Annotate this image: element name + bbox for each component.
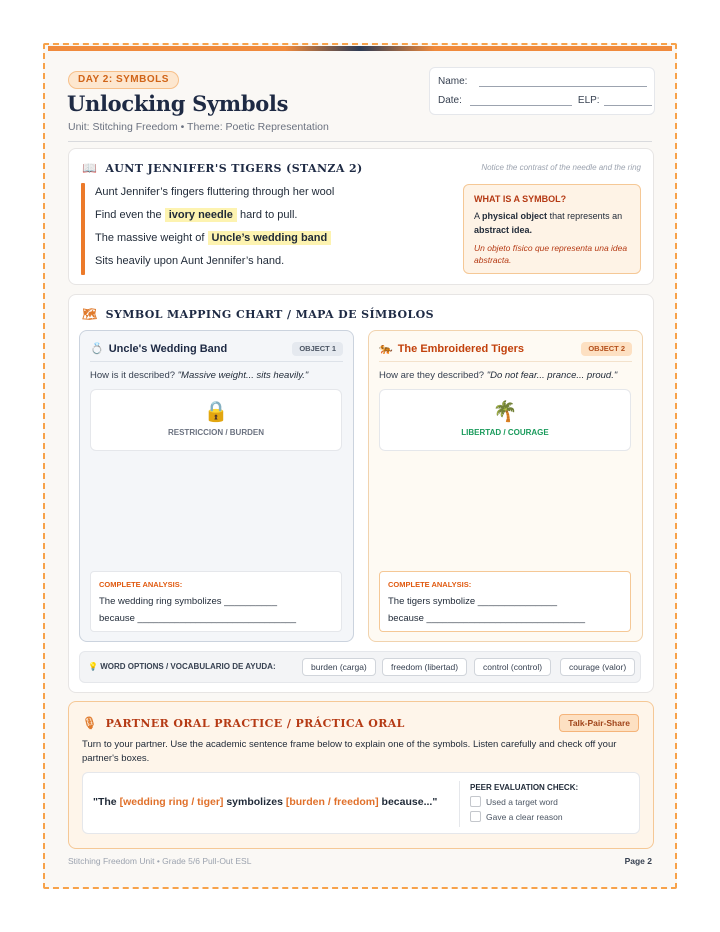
- poem-line-3: [95, 232, 331, 244]
- mapping-section-title: SYMBOL MAPPING CHART / MAPA DE SÍMBOLOS: [105, 307, 434, 321]
- poem-section-title: AUNT JENNIFER'S TIGERS (STANZA 2): [105, 161, 363, 175]
- microphone-icon: 🎙: [82, 716, 98, 730]
- page-title: Unlocking Symbols: [67, 91, 289, 116]
- definition-bold-2: abstract idea.: [474, 225, 533, 235]
- word-chip-control[interactable]: control (control): [474, 658, 551, 676]
- elp-label: ELP:: [577, 95, 600, 106]
- checkbox-clear-reason[interactable]: [470, 811, 481, 822]
- definition-part-1: A: [474, 211, 480, 221]
- page-subtitle: Unit: Stitching Freedom • Theme: Poetic Representation: [68, 121, 329, 133]
- frame-end: because...": [381, 796, 438, 808]
- object-2-title: The Embroidered Tigers: [397, 342, 525, 355]
- lightbulb-icon: 💡: [88, 662, 98, 671]
- word-chip-courage[interactable]: courage (valor): [560, 658, 635, 676]
- symbol-mapping-card: [68, 294, 654, 693]
- palm-tree-icon: 🌴: [492, 401, 518, 423]
- frame-option-1: [wedding ring / tiger]: [119, 796, 224, 808]
- poem-line-4: Sits heavily upon Aunt Jennifer’s hand.: [95, 255, 285, 267]
- worksheet-page: [43, 43, 677, 889]
- object-2-concept: LIBERTAD / COURAGE: [461, 428, 549, 437]
- object-1-card: [79, 330, 354, 642]
- symbol-definition-spanish: Un objeto físico que representa una idea abstracta.: [474, 243, 628, 265]
- frame-middle: symbolizes: [226, 796, 283, 808]
- object-1-description: [90, 370, 308, 381]
- frame-option-2: [burden / freedom]: [285, 796, 379, 808]
- peer-evaluation: [459, 781, 629, 827]
- object-1-title: Uncle's Wedding Band: [108, 342, 228, 355]
- object-2-description: [379, 370, 617, 381]
- object-2-desc-label: How are they described?: [379, 370, 485, 381]
- object-1-analysis-line-1[interactable]: The wedding ring symbolizes __________: [99, 596, 277, 607]
- oral-section-title: PARTNER ORAL PRACTICE / PRÁCTICA ORAL: [105, 716, 405, 730]
- object-1-desc-label: How is it described?: [90, 370, 176, 381]
- map-icon: 🗺: [82, 307, 98, 321]
- word-options-label: [88, 662, 276, 671]
- poem-line-2-end: hard to pull.: [239, 209, 298, 221]
- word-options-bar: [79, 651, 641, 683]
- word-chip-burden[interactable]: burden (carga): [302, 658, 376, 676]
- object-2-concept-box: [379, 389, 631, 451]
- ring-icon: 💍: [90, 343, 104, 355]
- day-label: DAY 2: SYMBOLS: [68, 71, 179, 89]
- poem-line-1: Aunt Jennifer’s fingers fluttering through her wool: [95, 186, 335, 198]
- object-2-badge: OBJECT 2: [581, 342, 632, 356]
- symbol-definition-title: WHAT IS A SYMBOL?: [474, 194, 567, 204]
- poem-note: Notice the contrast of the needle and the ring: [481, 163, 641, 172]
- peer-evaluation-title: PEER EVALUATION CHECK:: [470, 783, 579, 792]
- elp-field[interactable]: [604, 96, 652, 106]
- name-row: [438, 76, 647, 87]
- frame-start: "The: [93, 796, 117, 808]
- date-label: Date:: [438, 95, 462, 106]
- top-accent-bar: [48, 46, 672, 51]
- poem-accent-bar: [81, 183, 85, 275]
- name-label: Name:: [438, 76, 468, 87]
- footer-page-number: Page 2: [624, 856, 652, 866]
- symbol-definition-box: [463, 184, 641, 274]
- object-1-analysis-label: COMPLETE ANALYSIS:: [99, 580, 183, 589]
- poem-line-3-start: The massive weight of: [95, 232, 205, 244]
- poem-card: [68, 148, 654, 285]
- object-1-header: [90, 342, 227, 355]
- header-divider: [68, 141, 652, 142]
- sentence-frame-box: [82, 772, 640, 834]
- object-1-divider: [90, 361, 343, 362]
- talk-pair-share-badge: Talk-Pair-Share: [559, 714, 639, 732]
- date-row: [438, 95, 652, 106]
- oral-practice-card: [68, 701, 654, 849]
- object-1-analysis-line-2[interactable]: because ______________________________: [99, 613, 297, 624]
- symbol-definition-text: [474, 209, 630, 237]
- definition-part-2: that represents an: [549, 211, 623, 221]
- poem-line-2: [95, 209, 297, 221]
- peer-check-1-label: Used a target word: [486, 796, 558, 807]
- object-2-analysis-line-1[interactable]: The tigers symbolize _______________: [388, 596, 558, 607]
- definition-bold-1: physical object: [482, 211, 548, 221]
- checkbox-target-word[interactable]: [470, 796, 481, 807]
- object-2-analysis-line-2[interactable]: because ______________________________: [388, 613, 586, 624]
- poem-line-2-start: Find even the: [95, 209, 162, 221]
- name-date-box: [429, 67, 655, 115]
- footer-unit: Stitching Freedom Unit • Grade 5/6 Pull-Out ESL: [68, 856, 252, 866]
- object-1-desc-quote: "Massive weight... sits heavily.": [177, 370, 309, 381]
- object-2-header: [379, 342, 524, 355]
- peer-check-2: [470, 811, 629, 822]
- peer-check-2-label: Gave a clear reason: [486, 811, 563, 822]
- object-1-concept: RESTRICCION / BURDEN: [167, 428, 264, 437]
- poem-section-header: [82, 161, 363, 175]
- object-2-desc-quote: "Do not fear... prance... proud.": [486, 370, 618, 381]
- sentence-frame: [93, 796, 437, 808]
- peer-check-1: [470, 796, 629, 807]
- object-2-card: [368, 330, 643, 642]
- object-2-divider: [379, 361, 632, 362]
- word-options-label-text: WORD OPTIONS / VOCABULARIO DE AYUDA:: [100, 662, 276, 671]
- object-1-concept-box: [90, 389, 342, 451]
- oral-instructions: Turn to your partner. Use the academic sentence frame below to explain one of the symbols. Listen carefully and check off your partner's boxes.: [82, 739, 617, 764]
- object-1-analysis: [90, 571, 342, 632]
- name-field[interactable]: [479, 77, 647, 87]
- object-2-analysis: [379, 571, 631, 632]
- date-field[interactable]: [470, 96, 572, 106]
- lock-icon: 🔒: [203, 401, 229, 423]
- book-icon: 📖: [82, 161, 98, 175]
- object-2-analysis-label: COMPLETE ANALYSIS:: [388, 580, 472, 589]
- mapping-section-header: [82, 307, 434, 321]
- oral-section-header: [82, 716, 405, 730]
- object-1-badge: OBJECT 1: [292, 342, 343, 356]
- tiger-icon: 🐅: [379, 343, 393, 355]
- highlight-ivory-needle: ivory needle: [165, 208, 237, 222]
- highlight-wedding-band: Uncle’s wedding band: [208, 231, 332, 245]
- word-chip-freedom[interactable]: freedom (libertad): [382, 658, 467, 676]
